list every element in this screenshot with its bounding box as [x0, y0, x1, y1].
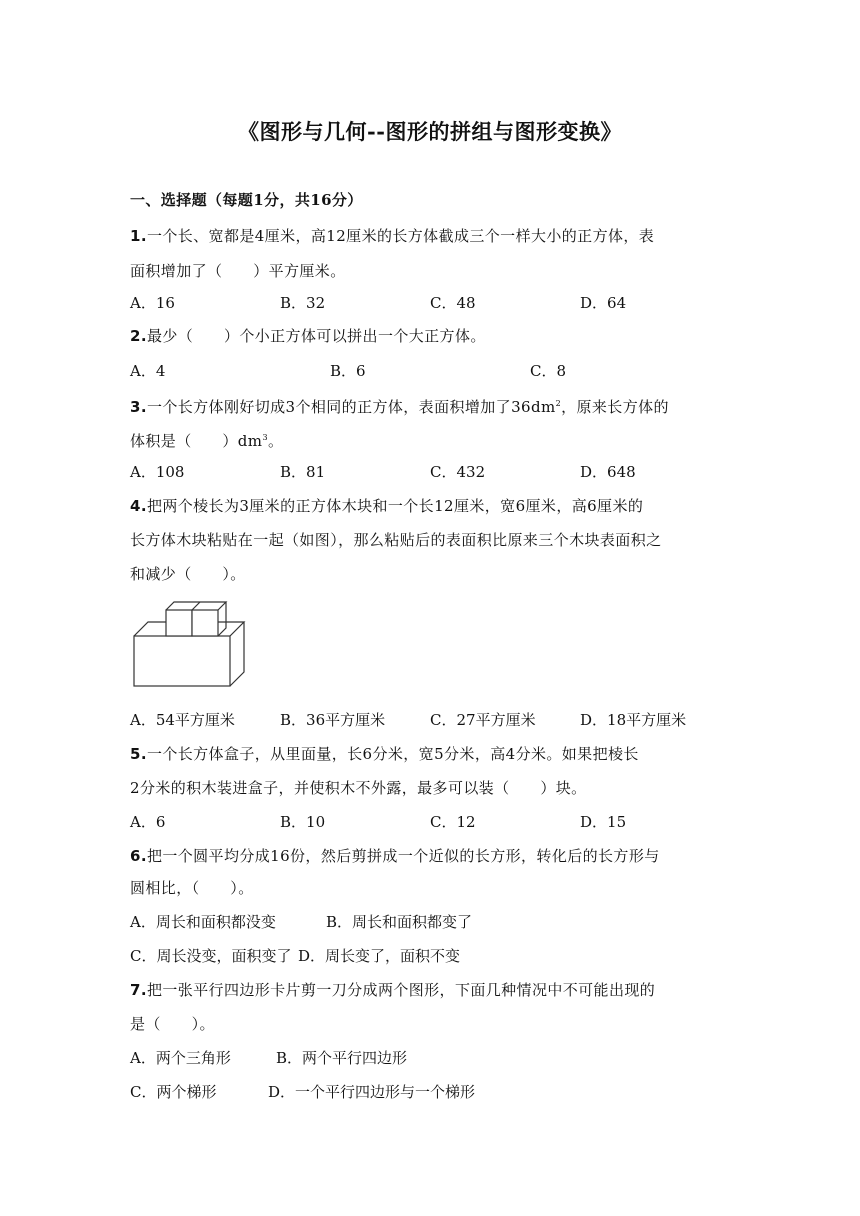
small-cube-right — [192, 610, 218, 636]
question-4-line-2: 长方体木块粘贴在一起（如图），那么粘贴后的表面积比原来三个木块表面积之 — [130, 531, 662, 549]
block-figure — [130, 600, 250, 690]
option-b: B．10 — [280, 813, 326, 831]
question-number: 6. — [130, 847, 147, 865]
question-6-line-2: 圆相比，（ ）。 — [130, 879, 254, 897]
small-cube-left — [166, 610, 192, 636]
question-text: 最少（ ）个小正方体可以拼出一个大正方体。 — [146, 327, 486, 345]
question-number: 2. — [130, 327, 147, 345]
question-text: 一个长方体盒子，从里面量，长6分米，宽5分米，高4分米。如果把棱长 — [146, 745, 639, 763]
question-4-line-1 — [130, 496, 643, 516]
option-b: B．81 — [280, 463, 326, 481]
question-2-line-1 — [130, 326, 486, 346]
question-1-line-1 — [130, 226, 654, 246]
question-text: 把一张平行四边形卡片剪一刀分成两个图形，下面几种情况中不可能出现的 — [146, 981, 656, 999]
page-title: 《图形与几何--图形的拼组与图形变换》 — [238, 119, 622, 144]
box-front-face — [134, 636, 230, 686]
superscript: 3 — [262, 433, 268, 442]
option-b: B．32 — [280, 294, 326, 312]
option-c: C．432 — [430, 463, 486, 481]
question-text: 一个长方体刚好切成3个相同的正方体，表面积增加了36dm — [146, 398, 556, 416]
question-6-line-1 — [130, 846, 660, 866]
option-a: A．两个三角形 — [130, 1049, 231, 1067]
question-text: 。 — [267, 432, 284, 450]
option-c: C．12 — [430, 813, 476, 831]
option-a: A．4 — [130, 362, 166, 380]
option-b: B．两个平行四边形 — [276, 1049, 408, 1067]
option-a: A．6 — [130, 813, 166, 831]
option-d: D．一个平行四边形与一个梯形 — [268, 1083, 476, 1101]
question-number: 7. — [130, 981, 147, 999]
question-text: ，原来长方体的 — [561, 398, 669, 416]
option-d: D．周长变了，面积不变 — [298, 947, 461, 965]
option-a: A．16 — [130, 294, 175, 312]
option-d: D．648 — [580, 463, 636, 481]
question-3-line-1 — [130, 394, 669, 417]
question-text: 把一个圆平均分成16份，然后剪拼成一个近似的长方形，转化后的长方形与 — [146, 847, 660, 865]
option-c: C．两个梯形 — [130, 1083, 217, 1101]
question-text: 体积是（ ）dm — [130, 432, 263, 450]
question-text: 一个长、宽都是4厘米，高12厘米的长方体截成三个一样大小的正方体，表 — [146, 227, 655, 245]
cubes-side-face — [218, 602, 226, 636]
question-number: 3. — [130, 398, 147, 416]
option-c: C．48 — [430, 294, 476, 312]
option-d: D．64 — [580, 294, 627, 312]
option-a: A．周长和面积都没变 — [130, 913, 276, 931]
question-number: 4. — [130, 497, 147, 515]
question-5-line-2: 2分米的积木装进盒子，并使积木不外露，最多可以装（ ）块。 — [130, 779, 587, 797]
option-d: D．18平方厘米 — [580, 711, 687, 729]
question-4-line-3: 和减少（ ）。 — [130, 565, 246, 583]
option-b: B．36平方厘米 — [280, 711, 386, 729]
cubes-top-divider — [192, 602, 200, 610]
section-heading: 一、选择题（每题1分，共16分） — [130, 191, 363, 209]
option-a: A．108 — [130, 463, 185, 481]
option-a: A．54平方厘米 — [130, 711, 235, 729]
question-1-line-2: 面积增加了（ ）平方厘米。 — [130, 262, 346, 280]
option-c: C．8 — [530, 362, 567, 380]
superscript: 2 — [555, 399, 562, 408]
option-b: B．周长和面积都变了 — [326, 913, 473, 931]
option-c: C．周长没变，面积变了 — [130, 947, 292, 965]
question-3-line-2 — [130, 428, 283, 451]
question-number: 1. — [130, 227, 147, 245]
box-side-face — [230, 622, 244, 686]
question-7-line-1 — [130, 980, 655, 1000]
option-c: C．27平方厘米 — [430, 711, 536, 729]
question-5-line-1 — [130, 744, 639, 764]
question-number: 5. — [130, 745, 147, 763]
question-7-line-2: 是（ ）。 — [130, 1015, 215, 1033]
option-b: B．6 — [330, 362, 366, 380]
question-text: 把两个棱长为3厘米的正方体木块和一个长12厘米，宽6厘米，高6厘米的 — [146, 497, 644, 515]
option-d: D．15 — [580, 813, 627, 831]
